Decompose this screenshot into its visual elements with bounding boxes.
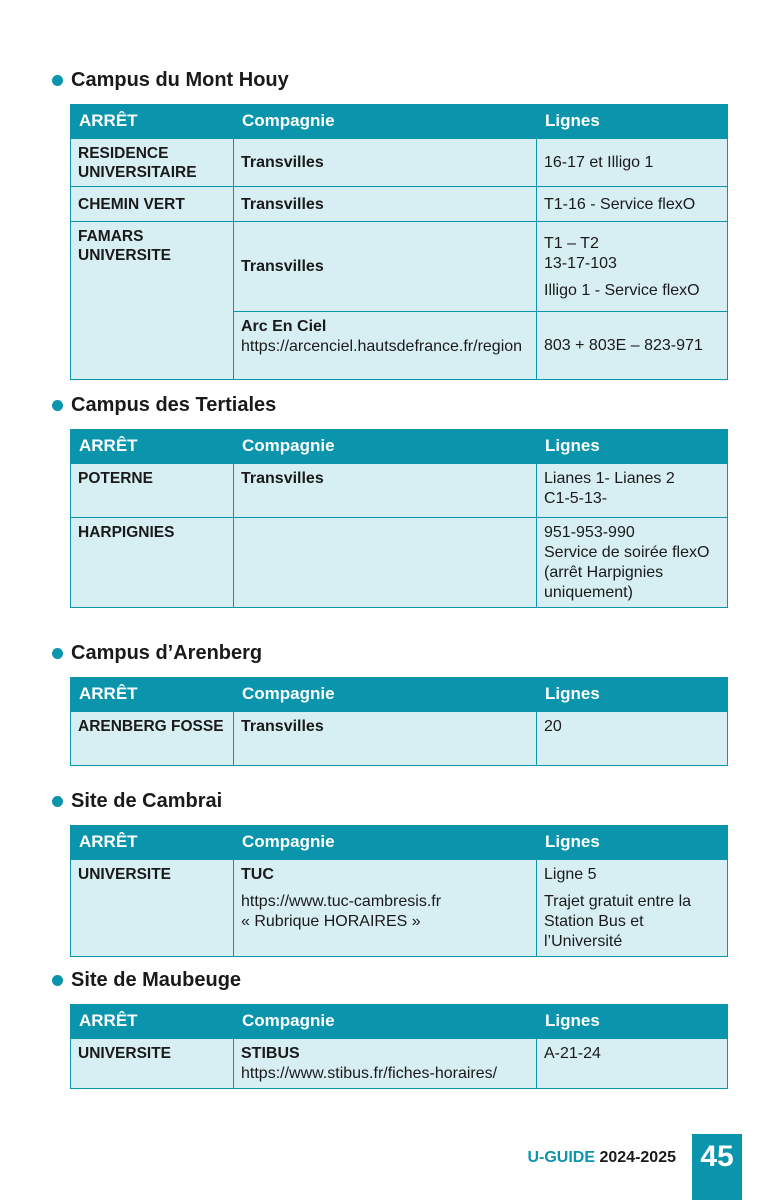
company-cell	[234, 1039, 537, 1089]
stop-cell: HARPIGNIES	[71, 518, 234, 608]
lines-text: C1-5-13-	[544, 490, 608, 507]
lines-text: Illigo 1 - Service flexO	[544, 281, 700, 299]
company-name: TUC	[241, 866, 274, 883]
company-cell: Transvilles	[234, 712, 537, 766]
lines-text: Service de soirée flexO (arrêt Harpignies uniquement)	[544, 544, 710, 601]
section-title	[52, 788, 222, 814]
section-title-text: Campus du Mont Houy	[71, 68, 289, 91]
bullet-icon	[52, 648, 63, 659]
stop-cell: ARENBERG FOSSE	[71, 712, 234, 766]
table-header-row	[71, 104, 728, 139]
stops-table	[70, 825, 728, 957]
company-cell: Transvilles	[234, 222, 537, 312]
table-row	[71, 464, 728, 518]
header-company: Compagnie	[234, 1004, 537, 1039]
stops-table	[70, 1004, 728, 1089]
header-lines: Lignes	[537, 677, 728, 712]
section-title	[52, 392, 276, 418]
stops-table	[70, 677, 728, 766]
header-lines: Lignes	[537, 1004, 728, 1039]
section-title-text: Campus d’Arenberg	[71, 641, 263, 664]
stop-cell: UNIVERSITE	[71, 860, 234, 957]
section-title-text: Site de Maubeuge	[71, 968, 242, 991]
lines-text: 13-17-103	[544, 254, 617, 272]
table-row	[71, 222, 728, 312]
company-cell	[234, 860, 537, 957]
section-title-text: Campus des Tertiales	[71, 393, 277, 416]
lines-text: Ligne 5	[544, 866, 597, 883]
company-cell: Transvilles	[234, 139, 537, 187]
section-title	[52, 67, 289, 93]
lines-cell: T1-16 - Service flexO	[537, 187, 728, 222]
company-url: https://www.stibus.fr/fiches-horaires/	[241, 1065, 498, 1082]
company-cell	[234, 312, 537, 380]
header-lines: Lignes	[537, 825, 728, 860]
table-header-row	[71, 677, 728, 712]
stop-cell: POTERNE	[71, 464, 234, 518]
lines-text: 951-953-990	[544, 524, 635, 541]
company-name: STIBUS	[241, 1045, 300, 1062]
stops-table	[70, 429, 728, 608]
lines-cell: 803 + 803E – 823-971	[537, 312, 728, 380]
lines-cell: 20	[537, 712, 728, 766]
company-cell	[234, 518, 537, 608]
header-company: Compagnie	[234, 429, 537, 464]
lines-text: Lianes 1- Lianes 2	[544, 470, 675, 487]
bullet-icon	[52, 796, 63, 807]
table-header-row	[71, 825, 728, 860]
company-note: « Rubrique HORAIRES »	[241, 913, 421, 930]
company-name: Arc En Ciel	[241, 318, 327, 335]
lines-cell	[537, 464, 728, 518]
stop-cell: FAMARS UNIVERSITE	[71, 222, 234, 380]
table-row	[71, 518, 728, 608]
header-stop: ARRÊT	[71, 825, 234, 860]
table-row	[71, 187, 728, 222]
stops-table	[70, 104, 728, 380]
bullet-icon	[52, 400, 63, 411]
lines-cell	[537, 860, 728, 957]
company-url: https://arcenciel.hautsdefrance.fr/region	[241, 338, 523, 355]
header-stop: ARRÊT	[71, 429, 234, 464]
guide-name: U-GUIDE	[527, 1149, 596, 1166]
guide-year: 2024-2025	[599, 1149, 676, 1166]
table-row	[71, 1039, 728, 1089]
stop-cell: CHEMIN VERT	[71, 187, 234, 222]
bullet-icon	[52, 975, 63, 986]
stop-cell: UNIVERSITE	[71, 1039, 234, 1089]
header-stop: ARRÊT	[71, 104, 234, 139]
header-lines: Lignes	[537, 429, 728, 464]
company-cell: Transvilles	[234, 464, 537, 518]
table-row	[71, 860, 728, 957]
header-company: Compagnie	[234, 677, 537, 712]
lines-text: T1 – T2	[544, 234, 599, 252]
header-stop: ARRÊT	[71, 1004, 234, 1039]
lines-text: Trajet gratuit entre la Station Bus et l’Université	[544, 893, 692, 950]
lines-cell	[537, 518, 728, 608]
header-company: Compagnie	[234, 104, 537, 139]
header-stop: ARRÊT	[71, 677, 234, 712]
table-row	[71, 139, 728, 187]
footer-guide	[527, 1148, 676, 1168]
page-number: 45	[692, 1134, 742, 1200]
header-lines: Lignes	[537, 104, 728, 139]
section-title-text: Site de Cambrai	[71, 789, 223, 812]
company-cell: Transvilles	[234, 187, 537, 222]
section-title	[52, 640, 262, 666]
table-header-row	[71, 1004, 728, 1039]
section-title	[52, 967, 241, 993]
table-row	[71, 712, 728, 766]
bullet-icon	[52, 75, 63, 86]
lines-cell: 16-17 et Illigo 1	[537, 139, 728, 187]
lines-cell: A-21-24	[537, 1039, 728, 1089]
company-url: https://www.tuc-cambresis.fr	[241, 893, 442, 910]
header-company: Compagnie	[234, 825, 537, 860]
lines-cell	[537, 222, 728, 312]
table-header-row	[71, 429, 728, 464]
stop-cell: RESIDENCE UNIVERSITAIRE	[71, 139, 234, 187]
